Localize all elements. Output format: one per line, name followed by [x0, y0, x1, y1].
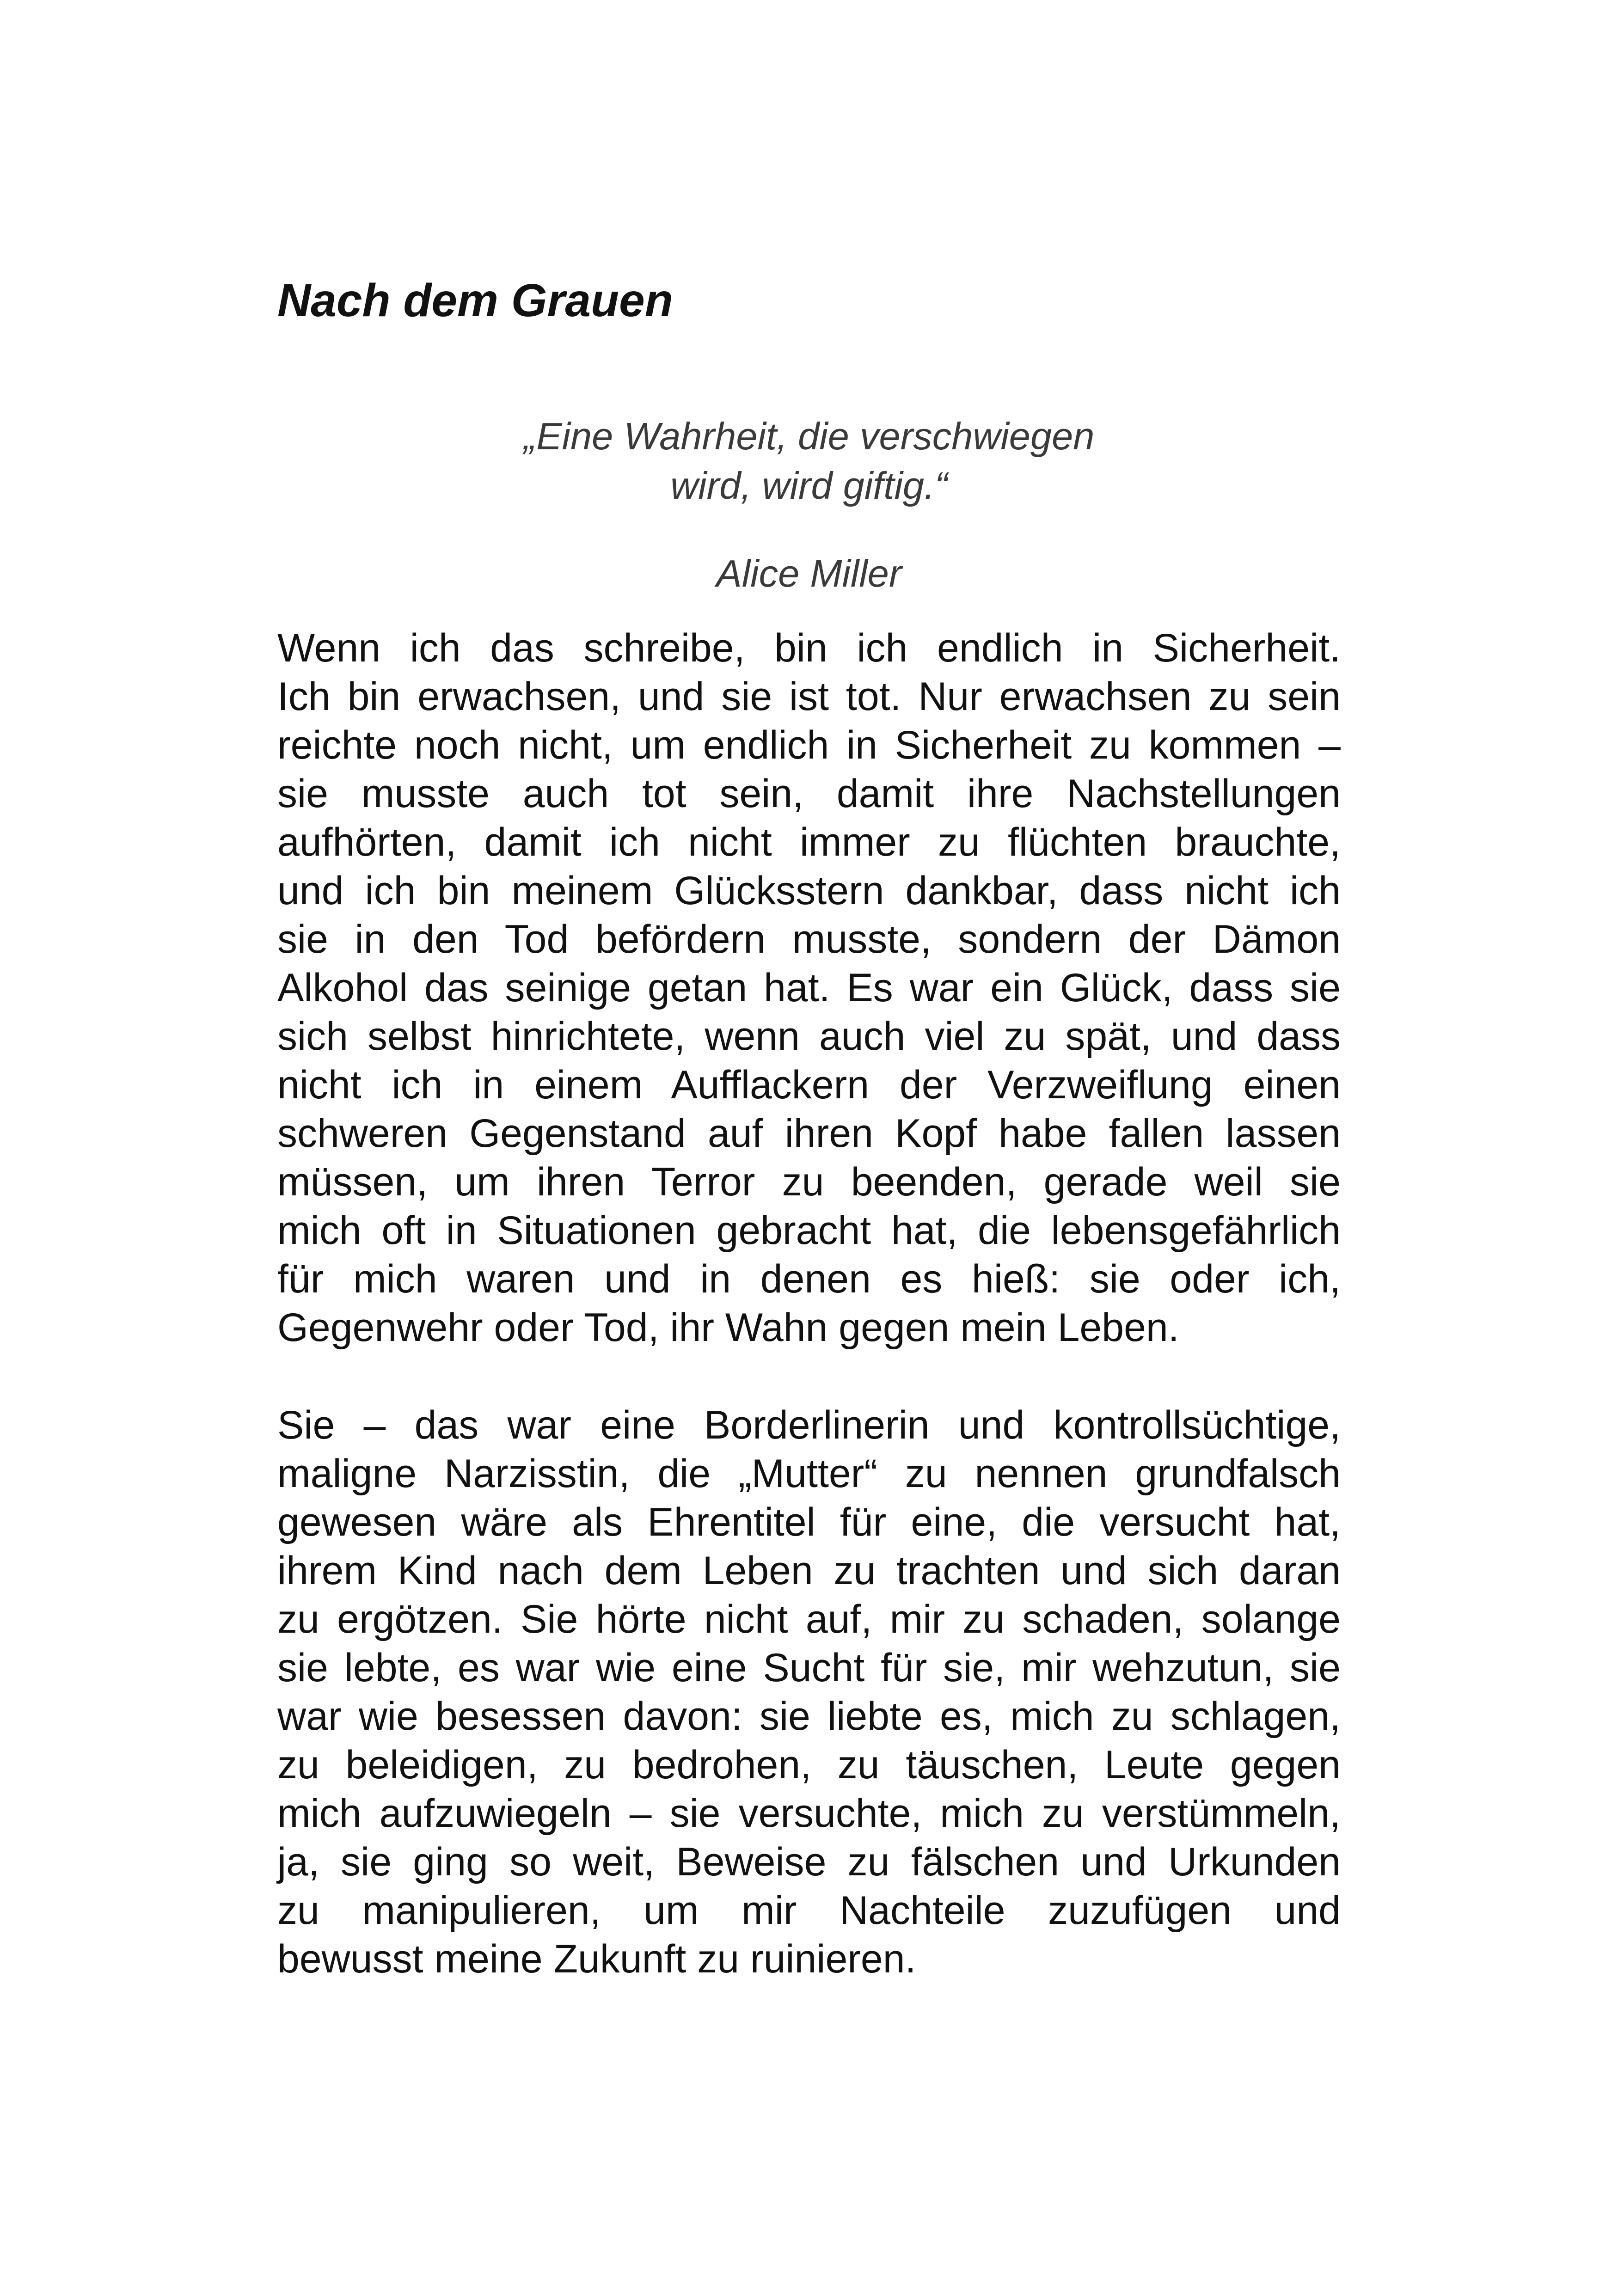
text-line: zu manipulieren, um mir Nachteile zuzufügen und [277, 1888, 1341, 1933]
paragraph [277, 1401, 1341, 1984]
text-line: Gegenwehr oder Tod, ihr Wahn gegen mein Leben. [277, 1305, 1179, 1350]
text-line: gewesen wäre als Ehrentitel für eine, die versucht hat, [277, 1500, 1341, 1544]
text-line: reichte noch nicht, um endlich in Sicherheit zu kommen – [277, 723, 1341, 767]
text-line: Sie – das war eine Borderlinerin und kontrollsüchtige, [277, 1403, 1341, 1447]
text-line: für mich waren und in denen es hieß: sie oder ich, [277, 1257, 1341, 1301]
text-line: sie in den Tod befördern musste, sondern der Dämon [277, 917, 1341, 961]
text-line: sie musste auch tot sein, damit ihre Nachstellungen [277, 771, 1341, 816]
text-line: zu ergötzen. Sie hörte nicht auf, mir zu schaden, solange [277, 1597, 1341, 1641]
text-line: schweren Gegenstand auf ihren Kopf habe fallen lassen [277, 1111, 1341, 1156]
epigraph-quote-line: wird, wird giftig.“ [670, 464, 948, 507]
text-line: und ich bin meinem Glücksstern dankbar, dass nicht ich [277, 869, 1341, 913]
text-line: zu beleidigen, zu bedrohen, zu täuschen, Leute gegen [277, 1743, 1341, 1787]
text-line: Ich bin erwachsen, und sie ist tot. Nur erwachsen zu sein [277, 674, 1341, 719]
epigraph [416, 411, 1202, 598]
text-line: ja, sie ging so weit, Beweise zu fälschen und Urkunden [277, 1840, 1341, 1884]
text-line: maligne Narzisstin, die „Mutter“ zu nennen grundfalsch [277, 1451, 1341, 1496]
text-line: aufhörten, damit ich nicht immer zu flüchten brauchte, [277, 820, 1341, 864]
body-text [277, 624, 1341, 2033]
text-line: sich selbst hinrichtete, wenn auch viel zu spät, und dass [277, 1014, 1341, 1059]
text-line: nicht ich in einem Aufflackern der Verzweiflung einen [277, 1063, 1341, 1107]
text-line: mich oft in Situationen gebracht hat, die lebensgefährlich [277, 1208, 1341, 1253]
text-line: mich aufzuwiegeln – sie versuchte, mich zu verstümmeln, [277, 1791, 1341, 1836]
text-line: bewusst meine Zukunft zu ruinieren. [277, 1937, 916, 1981]
epigraph-author: Alice Miller [716, 552, 902, 595]
text-line: Wenn ich das schreibe, bin ich endlich in Sicherheit. [277, 626, 1341, 670]
text-line: Alkohol das seinige getan hat. Es war ein Glück, dass sie [277, 966, 1341, 1010]
epigraph-quote-line: „Eine Wahrheit, die verschwiegen [523, 415, 1095, 458]
page-title: Nach dem Grauen [277, 275, 673, 326]
text-line: ihrem Kind nach dem Leben zu trachten und sich daran [277, 1549, 1341, 1593]
text-line: sie lebte, es war wie eine Sucht für sie, mir wehzutun, sie [277, 1646, 1341, 1690]
text-line: müssen, um ihren Terror zu beenden, gerade weil sie [277, 1160, 1341, 1204]
text-line: war wie besessen davon: sie liebte es, mich zu schlagen, [277, 1694, 1341, 1739]
paragraph [277, 624, 1341, 1352]
